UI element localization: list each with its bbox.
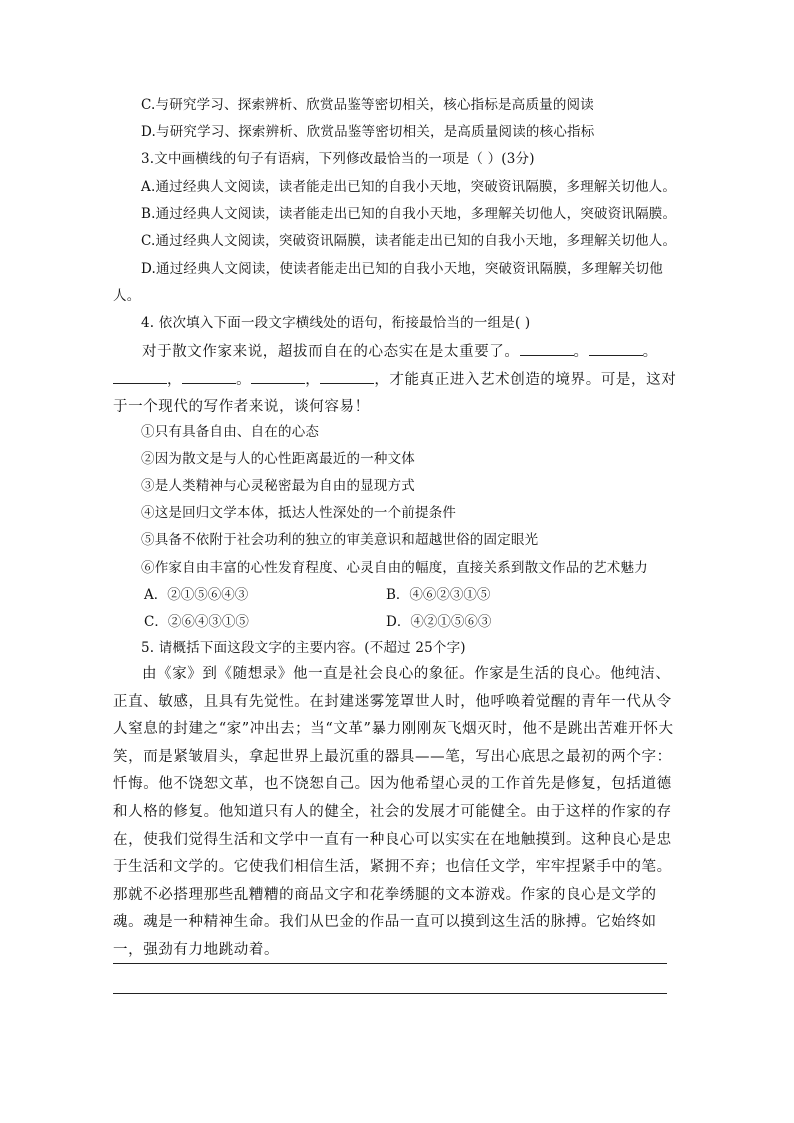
answer-line-1[interactable] bbox=[113, 963, 667, 964]
q3-option-d: D.通过经典人文阅读，使读者能走出已知的自我小天地，突破资讯隔膜，多理解关切他 bbox=[141, 261, 663, 277]
q4-option-c: C．②⑥④③①⑤ bbox=[144, 614, 249, 630]
blank bbox=[182, 369, 236, 384]
q5-stem: 5. 请概括下面这段文字的主要内容。(不超过 25个字) bbox=[141, 640, 466, 656]
q4-passage: 对于散文作家来说，超拔而自在的心态实在是太重要了。 。 。， 。 ， ，才能真正进入艺术创造的境界。可是，这对于一个现代的写作者来说，谈何容易！ bbox=[113, 339, 681, 422]
blank bbox=[520, 341, 574, 356]
q4-passage-end: ，才能真正进入艺术创造的境界。可是，这对于一个现代的写作者来说，谈何容易！ bbox=[113, 371, 677, 416]
q4-item-4: ④这是回归文学本体，抵达人性深处的一个前提条件 bbox=[141, 505, 457, 521]
q4-item-1: ①只有具备自由、自在的心态 bbox=[141, 424, 320, 440]
q4-option-b: B．④⑥②③①⑤ bbox=[386, 587, 491, 603]
blank bbox=[589, 341, 643, 356]
blank bbox=[251, 369, 305, 384]
q4-option-d: D．④②①⑤⑥③ bbox=[386, 614, 492, 630]
q4-stem: 4. 依次填入下面一段文字横线处的语句，衔接最恰当的一组是( ) bbox=[141, 315, 531, 331]
q4-item-2: ②因为散文是与人的心性距离最近的一种文体 bbox=[141, 451, 415, 467]
blank bbox=[113, 369, 167, 384]
q4-passage-start: 对于散文作家来说，超拔而自在的心态实在是太重要了。 bbox=[142, 344, 520, 360]
q3-option-d-continued: 人。 bbox=[113, 288, 141, 304]
blank bbox=[320, 369, 374, 384]
answer-line-2[interactable] bbox=[113, 993, 667, 994]
q4-option-a: A．②①⑤⑥④③ bbox=[144, 587, 249, 603]
q5-passage: 由《家》到《随想录》他一直是社会良心的象征。作家是生活的良心。他纯洁、正直、敏感，且具有先觉性。在封建迷雾笼罩世人时，他呼唤着觉醒的青年一代从令人窒息的封建之“家”冲出去；当“文革”暴力刚刚灰飞烟灭时，他不是跳出苦难开怀大笑，而是紧皱眉头，拿起世界上最沉重的器具——笔，写出心底思之最初的两个字：忏悔。他不饶恕文革，也不饶恕自己。因为他希望心灵的工作首先是修复，包括道德和人格的修复。他知道只有人的健全，社会的发展才可能健全。由于这样的作家的存在，使我们觉得生活和文学中一直有一种良心可以实实在在地触摸到。这种良心是忠于生活和文学的。它使我们相信生活，紧拥不弃；也信任文学，牢牢捏紧手中的笔。那就不必搭理那些乱糟糟的商品文字和花拳绣腿的文本游戏。作家的良心是文学的魂。魂是一种精神生命。我们从巴金的作品一直可以摸到这生活的脉搏。它始终如一，强劲有力地跳动着。 bbox=[113, 666, 674, 958]
q2-option-d: D.与研究学习、探索辨析、欣赏品鉴等密切相关，是高质量阅读的核心指标 bbox=[141, 124, 595, 140]
q3-option-b: B.通过经典人文阅读，读者能走出已知的自我小天地，多理解关切他人，突破资讯隔膜。 bbox=[141, 206, 677, 222]
q5-passage-block bbox=[113, 661, 681, 965]
q3-stem: 3.文中画横线的句子有语病，下列修改最恰当的一项是（ ）(3分) bbox=[141, 151, 535, 167]
q4-item-5: ⑤具备不依附于社会功利的独立的审美意识和超越世俗的固定眼光 bbox=[141, 532, 539, 548]
q3-option-a: A.通过经典人文阅读，读者能走出已知的自我小天地，突破资讯隔膜，多理解关切他人。 bbox=[141, 179, 677, 195]
q2-option-c: C.与研究学习、探索辨析、欣赏品鉴等密切相关，核心指标是高质量的阅读 bbox=[141, 97, 594, 113]
q3-option-c: C.通过经典人文阅读，突破资讯隔膜，读者能走出已知的自我小天地，多理解关切他人。 bbox=[141, 233, 677, 249]
q4-item-3: ③是人类精神与心灵秘密最为自由的显现方式 bbox=[141, 478, 415, 494]
q4-item-6: ⑥作家自由丰富的心性发育程度、心灵自由的幅度，直接关系到散文作品的艺术魅力 bbox=[141, 560, 648, 576]
